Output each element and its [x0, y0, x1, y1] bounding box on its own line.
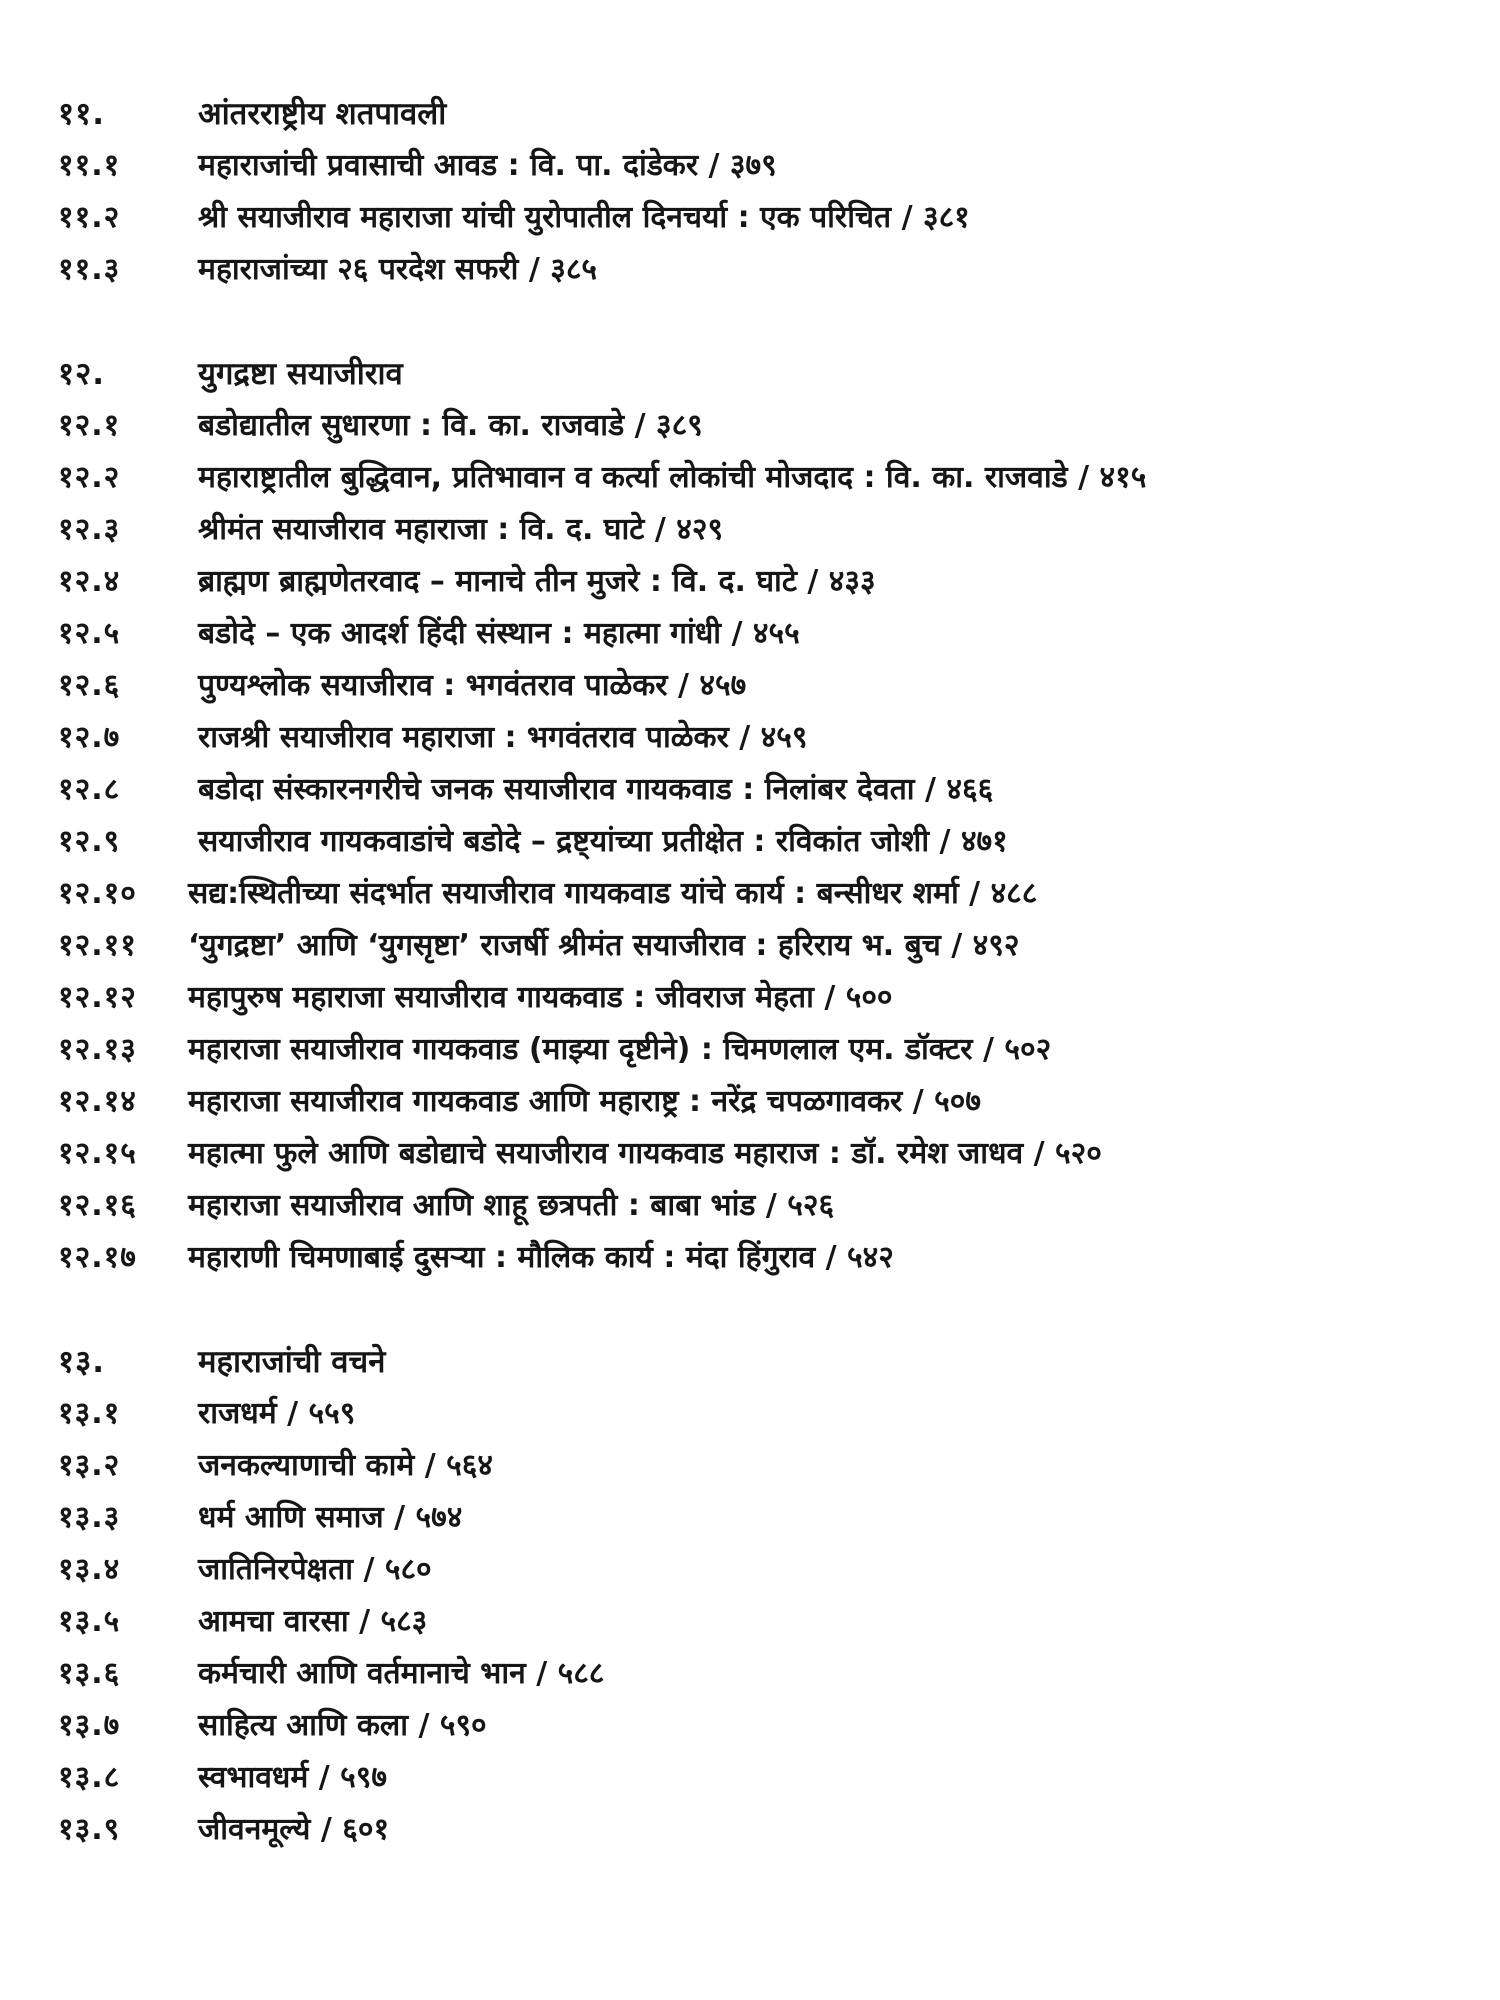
section-heading — [58, 1336, 1478, 1388]
toc-section-13 — [58, 1336, 1478, 1856]
entry-text: राजधर्म / ५५९ — [198, 1396, 356, 1431]
entry-number: १२.११ — [58, 928, 137, 963]
entry-number: १३.४ — [58, 1552, 121, 1587]
toc-entry — [58, 1596, 1478, 1648]
entry-text: स्वभावधर्म / ५९७ — [198, 1760, 387, 1795]
entry-text: राजश्री सयाजीराव महाराजा : भगवंतराव पाळेकर / ४५९ — [198, 720, 808, 755]
toc-entry — [58, 1128, 1478, 1180]
entry-text: बडोदे – एक आदर्श हिंदी संस्थान : महात्मा गांधी / ४५५ — [198, 616, 800, 651]
section-heading — [58, 348, 1478, 400]
entry-number: १३.६ — [58, 1656, 121, 1691]
toc-entry — [58, 868, 1478, 920]
entry-number: १२.९ — [58, 824, 121, 859]
entry-text: महापुरुष महाराजा सयाजीराव गायकवाड : जीवराज मेहता / ५०० — [188, 980, 893, 1015]
toc-entry — [58, 400, 1478, 452]
entry-text: जातिनिरपेक्षता / ५८० — [198, 1552, 432, 1587]
entry-number: १२.५ — [58, 616, 121, 651]
entry-number: १२.४ — [58, 564, 121, 599]
toc-entry — [58, 1544, 1478, 1596]
toc-entry — [58, 972, 1478, 1024]
entry-number: ११.३ — [58, 252, 121, 287]
entry-number: १२.८ — [58, 772, 121, 807]
toc-entry — [58, 1700, 1478, 1752]
toc-entry — [58, 1648, 1478, 1700]
entry-text: सयाजीराव गायकवाडांचे बडोदे – द्रष्ट्यांच्या प्रतीक्षेत : रविकांत जोशी / ४७१ — [198, 824, 1008, 859]
entry-number: १२.७ — [58, 720, 121, 755]
entry-number: १३.२ — [58, 1448, 121, 1483]
entry-text: ‘युगद्रष्टा’ आणि ‘युगसृष्टा’ राजर्षी श्रीमंत सयाजीराव : हरिराय भ. बुच / ४९२ — [188, 928, 1020, 963]
toc-entry — [58, 556, 1478, 608]
toc-entry — [58, 764, 1478, 816]
toc-entry — [58, 140, 1478, 192]
entry-number: १३.८ — [58, 1760, 121, 1795]
entry-text: महाराजा सयाजीराव गायकवाड (माझ्या दृष्टीने) : चिमणलाल एम. डॉक्टर / ५०२ — [188, 1032, 1052, 1067]
toc-entry — [58, 920, 1478, 972]
entry-number: ११.१ — [58, 148, 121, 183]
entry-number: ११.२ — [58, 200, 121, 235]
entry-text: बडोद्यातील सुधारणा : वि. का. राजवाडे / ३८९ — [198, 408, 703, 443]
entry-number: १२.६ — [58, 668, 121, 703]
entry-number: १२.१६ — [58, 1188, 137, 1223]
toc-entry — [58, 1232, 1478, 1284]
toc-entry — [58, 1180, 1478, 1232]
toc-entry — [58, 452, 1478, 504]
toc-entry — [58, 192, 1478, 244]
toc-entry — [58, 660, 1478, 712]
entry-number: १२.१० — [58, 876, 137, 911]
entry-number: १२.२ — [58, 460, 121, 495]
section-title: आंतरराष्ट्रीय शतपावली — [198, 96, 447, 132]
entry-text: साहित्य आणि कला / ५९० — [198, 1708, 487, 1743]
entry-text: महाराजा सयाजीराव आणि शाहू छत्रपती : बाबा भांड / ५२६ — [188, 1188, 835, 1223]
entry-text: महाराजा सयाजीराव गायकवाड आणि महाराष्ट्र : नरेंद्र चपळगावकर / ५०७ — [188, 1084, 981, 1119]
section-title: युगद्रष्टा सयाजीराव — [198, 356, 403, 392]
toc-entry — [58, 1076, 1478, 1128]
toc-section-11 — [58, 88, 1478, 296]
toc-section-12 — [58, 348, 1478, 1284]
entry-text: ब्राह्मण ब्राह्मणेतरवाद – मानाचे तीन मुजरे : वि. द. घाटे / ४३३ — [198, 564, 876, 599]
entry-text: श्री सयाजीराव महाराजा यांची युरोपातील दिनचर्या : एक परिचित / ३८१ — [198, 200, 970, 235]
entry-text: आमचा वारसा / ५८३ — [198, 1604, 428, 1639]
toc-entry — [58, 1752, 1478, 1804]
entry-number: १२.१५ — [58, 1136, 137, 1171]
section-heading — [58, 88, 1478, 140]
entry-number: १३.१ — [58, 1396, 121, 1431]
entry-text: धर्म आणि समाज / ५७४ — [198, 1500, 463, 1535]
toc-entry — [58, 1492, 1478, 1544]
entry-text: जीवनमूल्ये / ६०१ — [198, 1812, 390, 1847]
toc-entry — [58, 1024, 1478, 1076]
entry-text: महाराजांच्या २६ परदेश सफरी / ३८५ — [198, 252, 598, 287]
entry-number: १२.१२ — [58, 980, 137, 1015]
entry-number: १२.१४ — [58, 1084, 137, 1119]
entry-number: १२.३ — [58, 512, 121, 547]
section-number: ११. — [58, 96, 106, 132]
toc-entry — [58, 1388, 1478, 1440]
toc-entry — [58, 244, 1478, 296]
entry-text: पुण्यश्लोक सयाजीराव : भगवंतराव पाळेकर / ४५७ — [198, 668, 747, 703]
entry-text: जनकल्याणाची कामे / ५६४ — [198, 1448, 493, 1483]
entry-text: महाराष्ट्रातील बुद्धिवान, प्रतिभावान व कर्त्या लोकांची मोजदाद : वि. का. राजवाडे / ४१५ — [198, 460, 1147, 495]
section-title: महाराजांची वचने — [198, 1344, 386, 1380]
entry-number: १३.९ — [58, 1812, 121, 1847]
entry-text: बडोदा संस्कारनगरीचे जनक सयाजीराव गायकवाड : निलांबर देवता / ४६६ — [198, 772, 994, 807]
section-number: १२. — [58, 356, 106, 392]
toc-entry — [58, 712, 1478, 764]
section-number: १३. — [58, 1344, 106, 1380]
toc-entry — [58, 1804, 1478, 1856]
entry-number: १२.१७ — [58, 1240, 137, 1275]
entry-text: महात्मा फुले आणि बडोद्याचे सयाजीराव गायकवाड महाराज : डॉ. रमेश जाधव / ५२० — [188, 1136, 1102, 1171]
entry-text: सद्य:स्थितीच्या संदर्भात सयाजीराव गायकवाड यांचे कार्य : बन्सीधर शर्मा / ४८८ — [188, 876, 1038, 911]
toc-entry — [58, 504, 1478, 556]
entry-number: १२.१ — [58, 408, 121, 443]
entry-number: १२.१३ — [58, 1032, 137, 1067]
entry-number: १३.५ — [58, 1604, 121, 1639]
toc-entry — [58, 608, 1478, 660]
entry-number: १३.३ — [58, 1500, 121, 1535]
table-of-contents — [58, 88, 1478, 1908]
entry-text: कर्मचारी आणि वर्तमानाचे भान / ५८८ — [198, 1656, 605, 1691]
entry-text: श्रीमंत सयाजीराव महाराजा : वि. द. घाटे / ४२९ — [198, 512, 724, 547]
entry-text: महाराणी चिमणाबाई दुसऱ्या : मौलिक कार्य : मंदा हिंगुराव / ५४२ — [188, 1240, 894, 1275]
entry-number: १३.७ — [58, 1708, 121, 1743]
toc-entry — [58, 1440, 1478, 1492]
toc-entry — [58, 816, 1478, 868]
entry-text: महाराजांची प्रवासाची आवड : वि. पा. दांडेकर / ३७९ — [198, 148, 777, 183]
